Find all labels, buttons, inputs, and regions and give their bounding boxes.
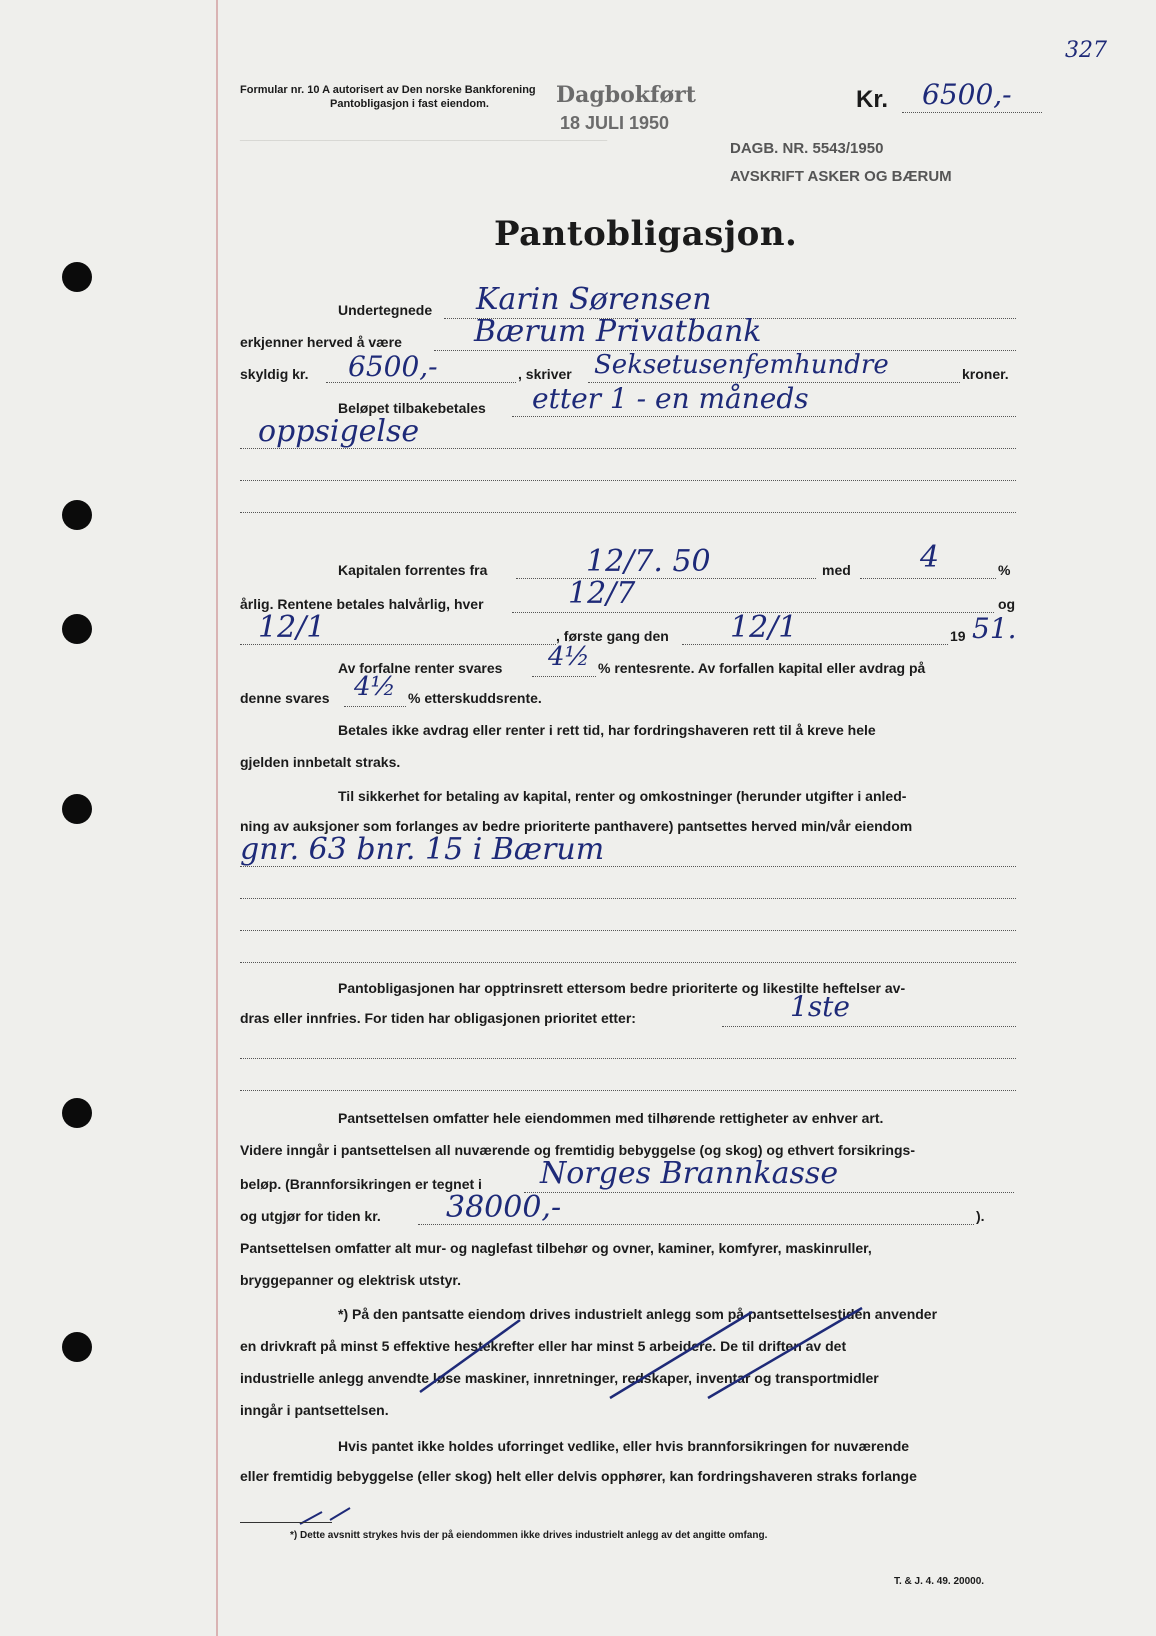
industri-line4: inngår i pantsettelsen. <box>240 1402 389 1418</box>
med-label: med <box>822 562 851 578</box>
belopet-label: Beløpet tilbakebetales <box>338 400 486 416</box>
avskrift-stamp: AVSKRIFT ASKER OG BÆRUM <box>730 168 952 185</box>
skriver-value: Seksetusenfemhundre <box>594 350 889 380</box>
forsikring-belop-value: 38000,- <box>446 1190 562 1225</box>
omfatter-line2: Videre inngår i pantsettelsen all nuværende og fremtidig bebyggelse (og skog) og ethvert forsikrings- <box>240 1142 915 1158</box>
second-date-value: 12/1 <box>258 610 326 645</box>
omfatter-line4-end: ). <box>976 1208 985 1224</box>
sikkerhet-line1: Til sikkerhet for betaling av kapital, renter og omkostninger (herunder utgifter i anled- <box>338 788 907 804</box>
opptrinsrett-line2: dras eller innfries. For tiden har obligasjonen prioritet etter: <box>240 1010 636 1026</box>
omfatter-line6: bryggepanner og elektrisk utstyr. <box>240 1272 461 1288</box>
industri-line1: *) På den pantsatte eiendom drives industrielt anlegg som på pantsettelsestiden anvender <box>338 1306 938 1322</box>
belopet-value-1: etter 1 - en måneds <box>532 382 809 415</box>
rate-percent: % <box>998 562 1011 578</box>
kr-label: Kr. <box>856 86 889 113</box>
rate-value: 4 <box>920 540 940 575</box>
erkjenner-label: erkjenner herved å være <box>240 334 402 350</box>
opptrinsrett-line1: Pantobligasjonen har opptrinsrett ettersom bedre prioriterte og likestilte heftelser av- <box>338 980 906 996</box>
omfatter-line3: beløp. (Brannforsikringen er tegnet i <box>240 1176 482 1192</box>
prioritet-value: 1ste <box>790 990 851 1023</box>
form-header-line1: Formular nr. 10 A autorisert av Den norske Bankforening <box>240 84 536 96</box>
vedlike-line1: Hvis pantet ikke holdes uforringet vedlike, eller hvis brannforsikringen for nuværende <box>338 1438 910 1454</box>
kapitalen-value: 12/7. 50 <box>586 544 711 579</box>
year-prefix: 19 <box>950 628 966 644</box>
denne-label: denne svares <box>240 690 330 706</box>
omfatter-line4: og utgjør for tiden kr. <box>240 1208 381 1224</box>
kroner-label: kroner. <box>962 366 1009 382</box>
vedlike-line2: eller fremtidig bebyggelse (eller skog) helt eller delvis opphører, kan fordringshaveren straks forlange <box>240 1468 917 1484</box>
skyldig-label: skyldig kr. <box>240 366 309 382</box>
year-value: 51. <box>972 612 1017 645</box>
printer-code: T. & J. 4. 49. 20000. <box>894 1576 985 1587</box>
forfalne-label: Av forfalne renter svares <box>338 660 503 676</box>
arlig-label: årlig. Rentene betales halvårlig, hver <box>240 596 484 612</box>
forfalne-value: 4½ <box>548 642 590 672</box>
kapitalen-label: Kapitalen forrentes fra <box>338 562 488 578</box>
betales-line1: Betales ikke avdrag eller renter i rett tid, har fordringshaveren rett til å kreve hele <box>338 722 876 738</box>
erkjenner-value: Bærum Privatbank <box>474 314 762 349</box>
page-number: 327 <box>1065 38 1107 63</box>
undertegnede-label: Undertegnede <box>338 302 433 318</box>
skriver-label: , skriver <box>518 366 572 382</box>
document-title: Pantobligasjon. <box>494 214 798 254</box>
belopet-value-2: oppsigelse <box>258 414 420 449</box>
kr-value: 6500,- <box>922 78 1012 111</box>
denne-value: 4½ <box>354 672 396 702</box>
form-header-line2: Pantobligasjon i fast eiendom. <box>330 98 489 110</box>
undertegnede-value: Karin Sørensen <box>476 282 712 317</box>
footnote-rule <box>240 1522 332 1523</box>
skyldig-value: 6500,- <box>348 350 438 383</box>
document-page: ____________________________________________________________ 327 Formular nr. 10 A autorisert av Den norske Bankforening Pantobligasjon i fast eiendom. Dagbokført 18 JULI 1950 Kr. 6500,- DAGB. NR. 5543/1950 AVSKRIFT ASKER OG BÆRUM Pantobligasjon. Undertegnede Karin Sørensen erkjenner herved å være Bærum Privatbank skyldig kr. 6500,- , skriver Seksetusenfemhundre kroner. Beløpet tilbakebetales etter 1 - en måneds oppsigelse Kapitalen forrentes fra 12/7. 50 med 4 % årlig. Rentene betales halvårlig, hver 12/7 og 12/1 , første gang den 12/1 19 51. Av forfalne renter svares 4½ % rentesrente. Av forfallen kapital eller avdrag på denne svares 4½ % etterskuddsrente. Betales ikke avdrag eller renter i rett tid, har fordringshaveren rett til å kreve hele gjelden innbetalt straks. Til sikkerhet for betaling av kapital, renter og omkostninger (herunder utgifter i anled- ning av auksjoner som forlanges av bedre prioriterte panthavere) pantsettes herved min/vår eiendom gnr. 63 bnr. 15 i Bærum Pantobligasjonen har opptrinsrett ettersom bedre prioriterte og likestilte heftelser av- dras eller innfries. For tiden har obligasjonen prioritet etter: 1ste Pantsettelsen omfatter hele eiendommen med tilhørende rettigheter av enhver art. Videre inngår i pantsettelsen all nuværende og fremtidig bebyggelse (og skog) og ethvert forsikrings- beløp. (Brannforsikringen er tegnet i Norges Brannkasse og utgjør for tiden kr. 38000,- ). Pantsettelsen omfatter alt mur- og naglefast tilbehør og ovner, kaminer, komfyrer, maskinruller, bryggepanner og elektrisk utstyr. *) På den pantsatte eiendom drives industrielt anlegg som på pantsettelsestiden anvender en drivkraft på minst 5 effektive hestekrefter eller har minst 5 arbeidere. De til driften av det industrielle anlegg anvendte løse maskiner, innretninger, redskaper, inventar og transportmidler inngår i pantsettelsen. Hvis pantet ikke holdes uforringet vedlike, eller hvis brannforsikringen for nuværende eller fremtidig bebyggelse (eller skog) helt eller delvis opphører, kan fordringshaveren straks forlange *) Dette avsnitt strykes hvis der på eiendommen ikke drives industrielt anlegg av det angitte omfang. T. & J. 4. 49. 20000. <box>0 0 1156 1636</box>
industri-line2: en drivkraft på minst 5 effektive hestekrefter eller har minst 5 arbeidere. De til driften av det <box>240 1338 847 1354</box>
dagbok-date-stamp: 18 JULI 1950 <box>560 113 670 133</box>
omfatter-line5: Pantsettelsen omfatter alt mur- og naglefast tilbehør og ovner, kaminer, komfyrer, maskinruller, <box>240 1240 872 1256</box>
sikkerhet-line2: ning av auksjoner som forlanges av bedre prioriterte panthavere) pantsettes herved min/vår eiendom <box>240 818 913 834</box>
dagbokfort-stamp: Dagbokført <box>556 82 696 108</box>
omfatter-line1: Pantsettelsen omfatter hele eiendommen med tilhørende rettigheter av enhver art. <box>338 1110 884 1126</box>
dagb-nr-stamp: DAGB. NR. 5543/1950 <box>730 140 884 157</box>
denne-suffix: % etterskuddsrente. <box>408 690 542 706</box>
forste-value: 12/1 <box>730 610 798 645</box>
forfalne-suffix: % rentesrente. Av forfallen kapital eller avdrag på <box>598 660 926 676</box>
forste-label: , første gang den <box>556 628 669 644</box>
arlig-value: 12/7 <box>568 576 636 611</box>
brannforsikring-value: Norges Brannkasse <box>540 1156 839 1191</box>
industri-line3: industrielle anlegg anvendte løse maskiner, innretninger, redskaper, inventar og transportmidler <box>240 1370 879 1386</box>
footnote: *) Dette avsnitt strykes hvis der på eiendommen ikke drives industrielt anlegg av det angitte omfang. <box>290 1530 768 1541</box>
eiendom-value: gnr. 63 bnr. 15 i Bærum <box>240 832 605 867</box>
og-label: og <box>998 596 1016 612</box>
betales-line2: gjelden innbetalt straks. <box>240 754 401 770</box>
